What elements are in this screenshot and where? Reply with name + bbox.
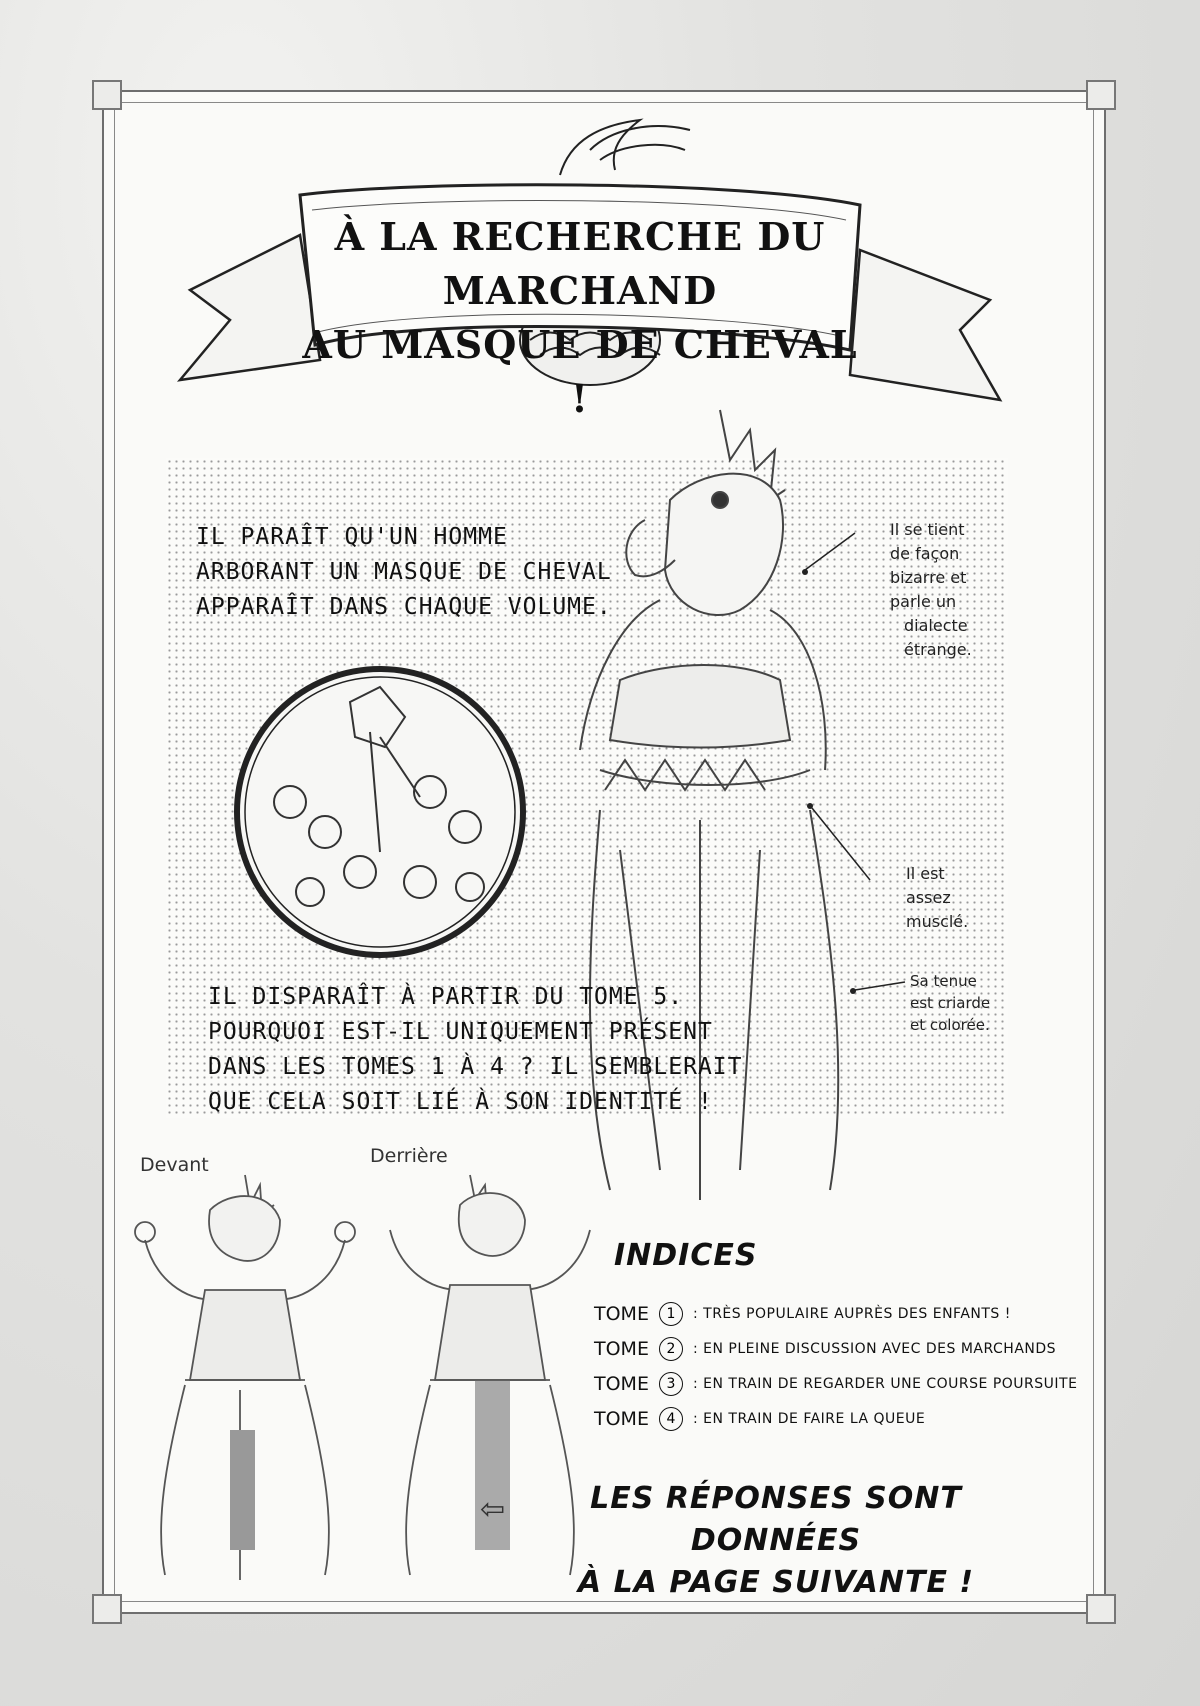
annotation-outfit-line: et colorée.: [910, 1016, 990, 1034]
clue-number-badge: 2: [659, 1337, 683, 1361]
clue-item: [594, 1367, 1077, 1401]
annotation-outfit-line: Sa tenue: [910, 972, 977, 990]
disappear-line-3: DANS LES TOMES 1 À 4 ? IL SEMBLERAIT: [208, 1054, 743, 1080]
intro-line-3: APPARAÎT DANS CHAQUE VOLUME.: [196, 594, 612, 620]
title-line-2: AU MASQUE DE CHEVAL !: [302, 322, 858, 421]
left-arrow-icon: ⇦: [480, 1493, 506, 1526]
annotation-muscle-line: Il est: [906, 864, 945, 883]
clue-text: : EN PLEINE DISCUSSION AVEC DES MARCHANDS: [692, 1341, 1057, 1357]
clue-number-badge: 1: [659, 1302, 683, 1326]
clue-tome-label: TOME: [594, 1373, 649, 1395]
page-title: [300, 210, 860, 426]
intro-text: [196, 520, 612, 625]
annotation-muscle: [906, 862, 968, 934]
annotation-stance-line: dialecte: [904, 616, 968, 635]
annotation-stance-line: étrange.: [904, 640, 972, 659]
annotation-stance-line: bizarre et: [890, 568, 967, 587]
banner-left-tail: [180, 235, 320, 380]
intro-line-1: IL PARAÎT QU'UN HOMME: [196, 524, 508, 550]
disappear-line-4: QUE CELA SOIT LIÉ À SON IDENTITÉ !: [208, 1089, 713, 1115]
disappear-text: [208, 980, 743, 1120]
clue-text: : EN TRAIN DE FAIRE LA QUEUE: [692, 1411, 926, 1427]
clue-item: [594, 1332, 1056, 1366]
front-view-sketch: [125, 1170, 365, 1590]
disappear-line-2: POURQUOI EST-IL UNIQUEMENT PRÉSENT: [208, 1019, 713, 1045]
intro-line-2: ARBORANT UN MASQUE DE CHEVAL: [196, 559, 612, 585]
clue-tome-label: TOME: [594, 1338, 649, 1360]
clue-number-badge: 3: [659, 1372, 683, 1396]
annotation-stance-line: parle un: [890, 592, 957, 611]
answers-line-2: À LA PAGE SUIVANTE !: [577, 1565, 975, 1600]
disappear-line-1: IL DISPARAÎT À PARTIR DU TOME 5.: [208, 984, 684, 1010]
clue-text: : EN TRAIN DE REGARDER UNE COURSE POURSUITE: [692, 1376, 1078, 1392]
front-view-label: Devant: [140, 1154, 209, 1176]
annotation-stance-line: Il se tient: [890, 520, 965, 539]
frame-corner-ornament: [92, 1594, 122, 1624]
answers-line-1: LES RÉPONSES SONT DONNÉES: [590, 1481, 962, 1558]
clue-tome-label: TOME: [594, 1303, 649, 1325]
banner-right-tail: [850, 250, 1000, 400]
frame-corner-ornament: [1086, 1594, 1116, 1624]
annotation-muscle-line: musclé.: [906, 912, 969, 931]
annotation-stance: [890, 518, 972, 662]
crowd-panel-illustration: [230, 662, 530, 962]
clue-item: [594, 1297, 1011, 1331]
annotation-stance-line: de façon: [890, 544, 960, 563]
annotation-outfit-line: est criarde: [910, 994, 991, 1012]
indices-title: INDICES: [614, 1238, 758, 1273]
clue-number-badge: 4: [659, 1407, 683, 1431]
clue-text: : TRÈS POPULAIRE AUPRÈS DES ENFANTS !: [692, 1306, 1011, 1322]
annotation-outfit: [910, 970, 990, 1036]
clue-item: [594, 1402, 925, 1436]
clue-tome-label: TOME: [594, 1408, 649, 1430]
title-line-1: À LA RECHERCHE DU MARCHAND: [334, 214, 826, 313]
annotation-muscle-line: assez: [906, 888, 951, 907]
answers-note: [536, 1478, 1016, 1604]
back-view-label: Derrière: [370, 1145, 448, 1167]
